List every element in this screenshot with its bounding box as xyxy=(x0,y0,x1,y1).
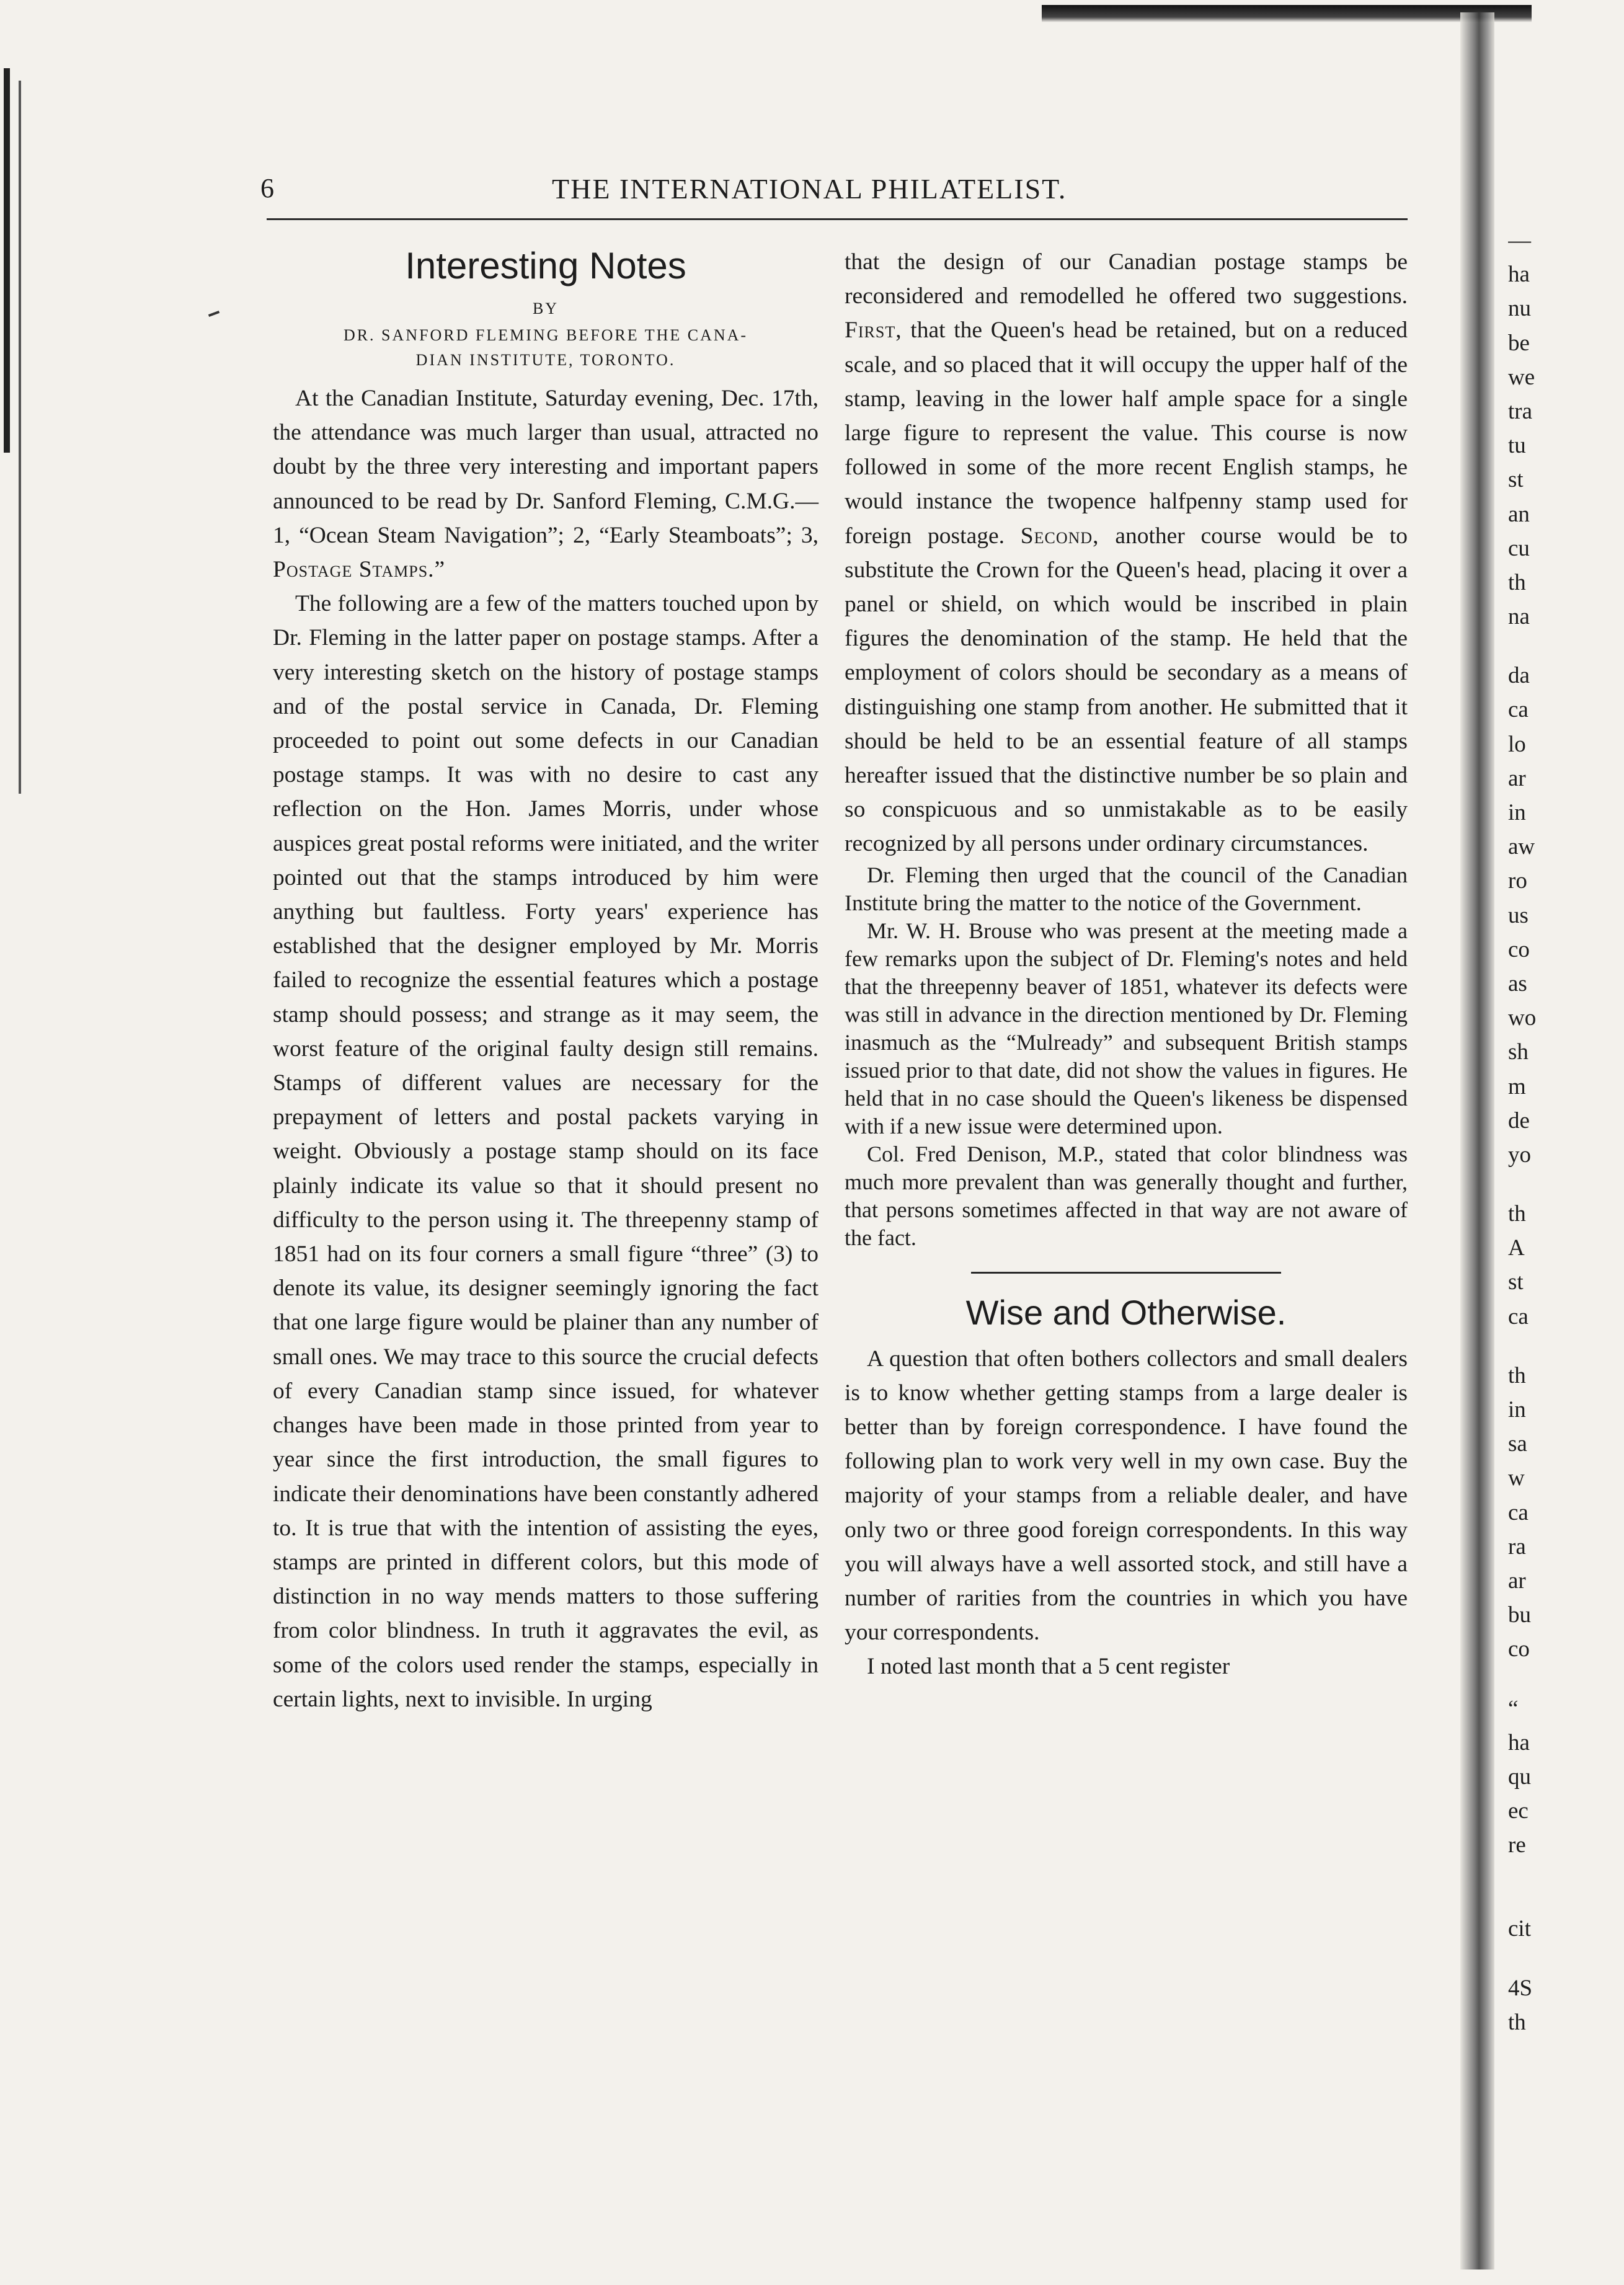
paragraph xyxy=(273,381,819,587)
fragment: ha xyxy=(1508,262,1530,288)
fragment: sa xyxy=(1508,1431,1527,1457)
paragraph: The following are a few of the matters touched upon by Dr. Fleming in the latter paper on postage stamps. After a very interesting sketch on the history of postage stamps and of the postal service in Canada, Dr. Fleming proceeded to point out some defects in our Canadian postage stamps. It was with no desire to cast any reflection on the Hon. James Morris, under whose auspices great postal reforms were initiated, and the writer pointed out that the stamps introduced by him were anything but faultless. Forty years' experience has established that the designer employed by Mr. Morris failed to recognize the essential features which a postage stamp should possess; and strange as it may seem, the worst feature of the original faulty design still remains. Stamps of different values are necessary for the prepayment of letters and postal packets varying in weight. Obviously a postage stamp should on its face plainly indicate its value so that it should present no difficulty to the person using it. The threepenny stamp of 1851 had on its four corners a small figure “three” (3) to denote its value, its designer seemingly ignoring the fact that one large figure would be plainer than any number of small ones. We may trace to this source the crucial defects of every Canadian stamp since issued, for whatever changes have been made in those printed from year to year since the first introduction, the small figures to indicate their denominations have been constantly adhered to. It is true that with the intention of assisting the eyes, stamps are printed in different colors, but this mode of distinction in no way mends matters to those suffering from color blindness. In truth it aggravates the evil, as some of the colors used render the stamps, especially in certain lights, next to invisible. In urging xyxy=(273,591,819,1712)
fragment: wo xyxy=(1508,1005,1537,1031)
fragment: ar xyxy=(1508,1568,1526,1594)
scan-edge-mark xyxy=(19,81,21,794)
fragment: ro xyxy=(1508,868,1527,894)
fragment: ec xyxy=(1508,1798,1529,1824)
fragment: m xyxy=(1508,1073,1526,1099)
left-column xyxy=(273,245,819,1716)
fragment: de xyxy=(1508,1107,1530,1134)
fragment: na xyxy=(1508,604,1530,630)
fragment: us xyxy=(1508,902,1529,928)
fragment: ha xyxy=(1508,1729,1530,1755)
paragraph: I noted last month that a 5 cent register xyxy=(867,1654,1230,1680)
author-line xyxy=(273,323,819,373)
fragment: re xyxy=(1508,1832,1526,1858)
running-title: THE INTERNATIONAL PHILATELIST. xyxy=(552,173,1067,205)
adjacent-page-fragments xyxy=(1508,223,1582,2039)
paragraph-text: At the Canadian Institute, Saturday evening, Dec. 17th, the attendance was much larger than usual, attracted no doubt by the three very interesting and important papers announced to be read by Dr. Sanford Fleming, C.M.G.—1, “Ocean Steam Navigation”; 2, “Early Steamboats”; 3, xyxy=(273,386,819,548)
fragment: we xyxy=(1508,364,1535,390)
paragraph: Dr. Fleming then urged that the council of the Canadian Institute bring the matter to the notice of the Government. xyxy=(845,862,1408,915)
header-rule xyxy=(267,218,1408,220)
small-caps-text: First, xyxy=(845,317,902,344)
paragraph-text: ” xyxy=(434,557,445,583)
fragment: th xyxy=(1508,2009,1526,2035)
byline: BY xyxy=(532,299,559,317)
fragment: lo xyxy=(1508,731,1526,757)
fragment: — xyxy=(1508,228,1531,253)
fragment: th xyxy=(1508,569,1526,595)
fragment: da xyxy=(1508,663,1530,689)
right-column xyxy=(845,245,1408,1684)
fragment: co xyxy=(1508,936,1530,962)
paragraph: Mr. W. H. Brouse who was present at the meeting made a few remarks upon the subject of Dr. Fleming's notes and held that the threepenny beaver of 1851, whatever its defects were was still in advance in the direction mentioned by Dr. Fleming inasmuch as the “Mulready” and subsequent British stamps issued prior to that date, did not show the values in figures. He held that in no case should the Queen's likeness be dispensed with if a new issue were determined upon. xyxy=(845,918,1408,1138)
small-caps-text: Postage Stamps. xyxy=(273,557,435,583)
fragment: bu xyxy=(1508,1602,1531,1628)
fragment: th xyxy=(1508,1362,1526,1388)
fragment-gap xyxy=(1508,1667,1582,1692)
fragment: th xyxy=(1508,1201,1526,1227)
fragment: an xyxy=(1508,501,1530,527)
fragment: st xyxy=(1508,1269,1524,1295)
fragment: cu xyxy=(1508,535,1530,561)
fragment: ca xyxy=(1508,697,1529,723)
fragment-gap xyxy=(1508,1862,1582,1887)
fragment: ca xyxy=(1508,1303,1529,1329)
paragraph xyxy=(845,245,1408,861)
fragment: in xyxy=(1508,800,1526,825)
page-number: 6 xyxy=(260,173,275,203)
fragment: tu xyxy=(1508,433,1526,459)
paragraph-text: another course would be to substitute the Crown for the Queen's head, placing it over a panel or shield, on which would be inscribed in plain figures the denomination of the stamp. He held that the employment of colors should be secondary as a means of distinguishing one stamp from another. He submitted that it should be held to be an essential feature of all stamps hereafter issued that the distinctive number be so plain and so conspicuous and so unmistakable as to be easily recognized by all persons under ordinary circumstances. xyxy=(845,523,1408,857)
section-title: Wise and Otherwise. xyxy=(965,1292,1287,1332)
author-line-2: DIAN INSTITUTE, TORONTO. xyxy=(415,351,676,369)
fragment: A xyxy=(1508,1235,1525,1261)
page-header xyxy=(260,172,1408,216)
fragment-gap xyxy=(1508,1887,1582,1912)
small-caps-text: Second, xyxy=(1020,523,1099,549)
fragment: aw xyxy=(1508,834,1535,860)
scan-edge-mark xyxy=(1042,5,1532,22)
fragment: st xyxy=(1508,467,1524,493)
fragment: ca xyxy=(1508,1499,1529,1525)
paragraph-text: that the Queen's head be retained, but on a reduced scale, and so placed that it will occupy the upper half of the stamp, leaving in the lower half ample space for a single large figure to represent the value. This course is now followed in some of the more recent English stamps, he would instance the twopence halfpenny stamp used for foreign postage. xyxy=(845,317,1408,549)
fragment-gap xyxy=(1508,1172,1582,1197)
scan-edge-mark xyxy=(4,68,10,453)
ink-mark xyxy=(208,311,220,317)
fragment: nu xyxy=(1508,296,1531,322)
fragment-gap xyxy=(1508,1946,1582,1971)
fragment: be xyxy=(1508,330,1530,356)
fragment: co xyxy=(1508,1636,1530,1662)
page-gutter-shadow xyxy=(1460,12,1494,2269)
fragment-gap xyxy=(1508,1334,1582,1359)
fragment: “ xyxy=(1508,1695,1519,1721)
article-title: Interesting Notes xyxy=(405,245,686,286)
author-line-1: DR. SANFORD FLEMING BEFORE THE CANA- xyxy=(343,326,748,344)
section-rule xyxy=(971,1272,1281,1274)
fragment: yo xyxy=(1508,1142,1531,1168)
fragment: w xyxy=(1508,1465,1525,1491)
paragraph: A question that often bothers collectors and small dealers is to know whether getting stamps from a large dealer is better than by foreign correspondence. I have found the following plan to work very well in my own case. Buy the majority of your stamps from a reliable dealer, and have only two or three good foreign correspondents. In this way you will always have a well assorted stock, and still have a number of rarities from the countries in which you have your correspondents. xyxy=(845,1346,1408,1646)
fragment: ra xyxy=(1508,1533,1526,1560)
paragraph: Col. Fred Denison, M.P., stated that color blindness was much more prevalent than was generally thought and further, that persons sometimes affected in that way are not aware of the fact. xyxy=(845,1141,1408,1250)
fragment: qu xyxy=(1508,1764,1531,1790)
fragment: tra xyxy=(1508,398,1533,424)
fragment: in xyxy=(1508,1397,1526,1422)
fragment: ar xyxy=(1508,765,1526,791)
fragment: cit xyxy=(1508,1916,1531,1942)
paragraph-text: that the design of our Canadian postage stamps be reconsidered and remodelled he offered two suggestions. xyxy=(845,249,1408,309)
fragment: sh xyxy=(1508,1039,1529,1065)
dense-text-block xyxy=(845,861,1408,1252)
fragment: as xyxy=(1508,970,1527,996)
fragment: 4S xyxy=(1508,1975,1533,2001)
fragment-gap xyxy=(1508,634,1582,659)
